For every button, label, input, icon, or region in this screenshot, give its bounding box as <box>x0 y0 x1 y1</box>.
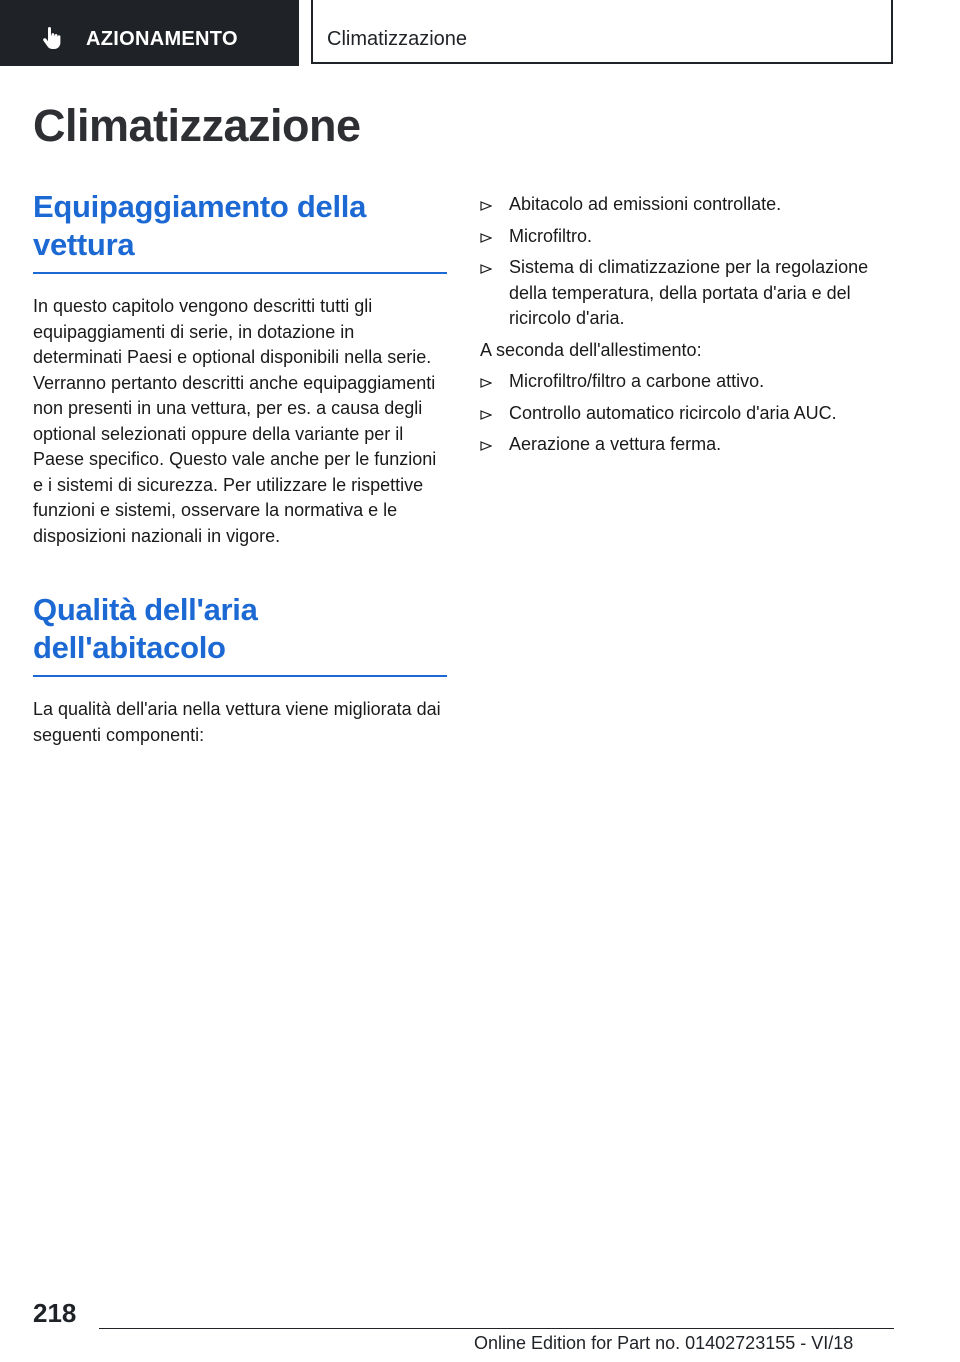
list-item <box>480 224 900 250</box>
optional-note: A seconda dell'allestimento: <box>480 339 702 360</box>
equipment-paragraph: In questo capitolo vengono descritti tutti gli equipaggiamenti di serie, in dotazione in determinati Paesi e optional disponibili nella serie. Verranno pertanto descritti anche equipaggiamenti non presenti in una vettura, per es. a causa degli optional selezionati oppure della variante per il Paese specifico. Questo vale anche per le funzioni e i sistemi di sicurezza. Per utilizzare le rispettive funzioni e sistemi, osservare la normativa e le disposizioni nazionali in vigore. <box>33 296 437 546</box>
list-item-text: Aerazione a vettura ferma. <box>509 434 722 454</box>
triangle-bullet-icon <box>480 201 492 211</box>
page-title: Climatizzazione <box>33 100 361 151</box>
footer-divider <box>99 1328 894 1329</box>
triangle-bullet-icon <box>480 378 492 388</box>
list-item <box>480 192 900 218</box>
list-item <box>480 369 900 395</box>
edition-text: Online Edition for Part no. 01402723155 - VI/18 <box>474 1333 854 1353</box>
breadcrumb-label: Climatizzazione <box>327 28 468 50</box>
right-column <box>480 192 900 464</box>
triangle-bullet-icon <box>480 233 492 243</box>
list-item-text: Abitacolo ad emissioni controllate. <box>509 194 782 214</box>
components-list <box>480 192 900 332</box>
air-quality-paragraph: La qualità dell'aria nella vettura viene migliorata dai seguenti componenti: <box>33 699 441 745</box>
left-column <box>33 188 447 748</box>
equipment-heading: Equipaggiamento della vettura <box>33 188 447 274</box>
triangle-bullet-icon <box>480 441 492 451</box>
list-item <box>480 255 900 332</box>
triangle-bullet-icon <box>480 410 492 420</box>
page-header <box>0 0 960 66</box>
section-tab <box>0 0 299 66</box>
list-item <box>480 432 900 458</box>
section-label: AZIONAMENTO <box>86 28 238 50</box>
optional-list <box>480 369 900 458</box>
page-number: 218 <box>33 1298 77 1328</box>
breadcrumb <box>311 0 893 64</box>
list-item-text: Microfiltro/filtro a carbone attivo. <box>509 371 765 391</box>
triangle-bullet-icon <box>480 264 492 274</box>
list-item-text: Controllo automatico ricircolo d'aria AUC. <box>509 402 837 423</box>
hand-pointer-icon <box>40 26 64 50</box>
list-item-text: Sistema di climatizzazione per la regolazione della temperatura, della portata d'aria e del ricircolo d'aria. <box>509 257 869 328</box>
list-item <box>480 401 900 427</box>
air-quality-heading: Qualità dell'aria dell'abitacolo <box>33 591 447 677</box>
list-item-text: Microfiltro. <box>509 225 593 246</box>
